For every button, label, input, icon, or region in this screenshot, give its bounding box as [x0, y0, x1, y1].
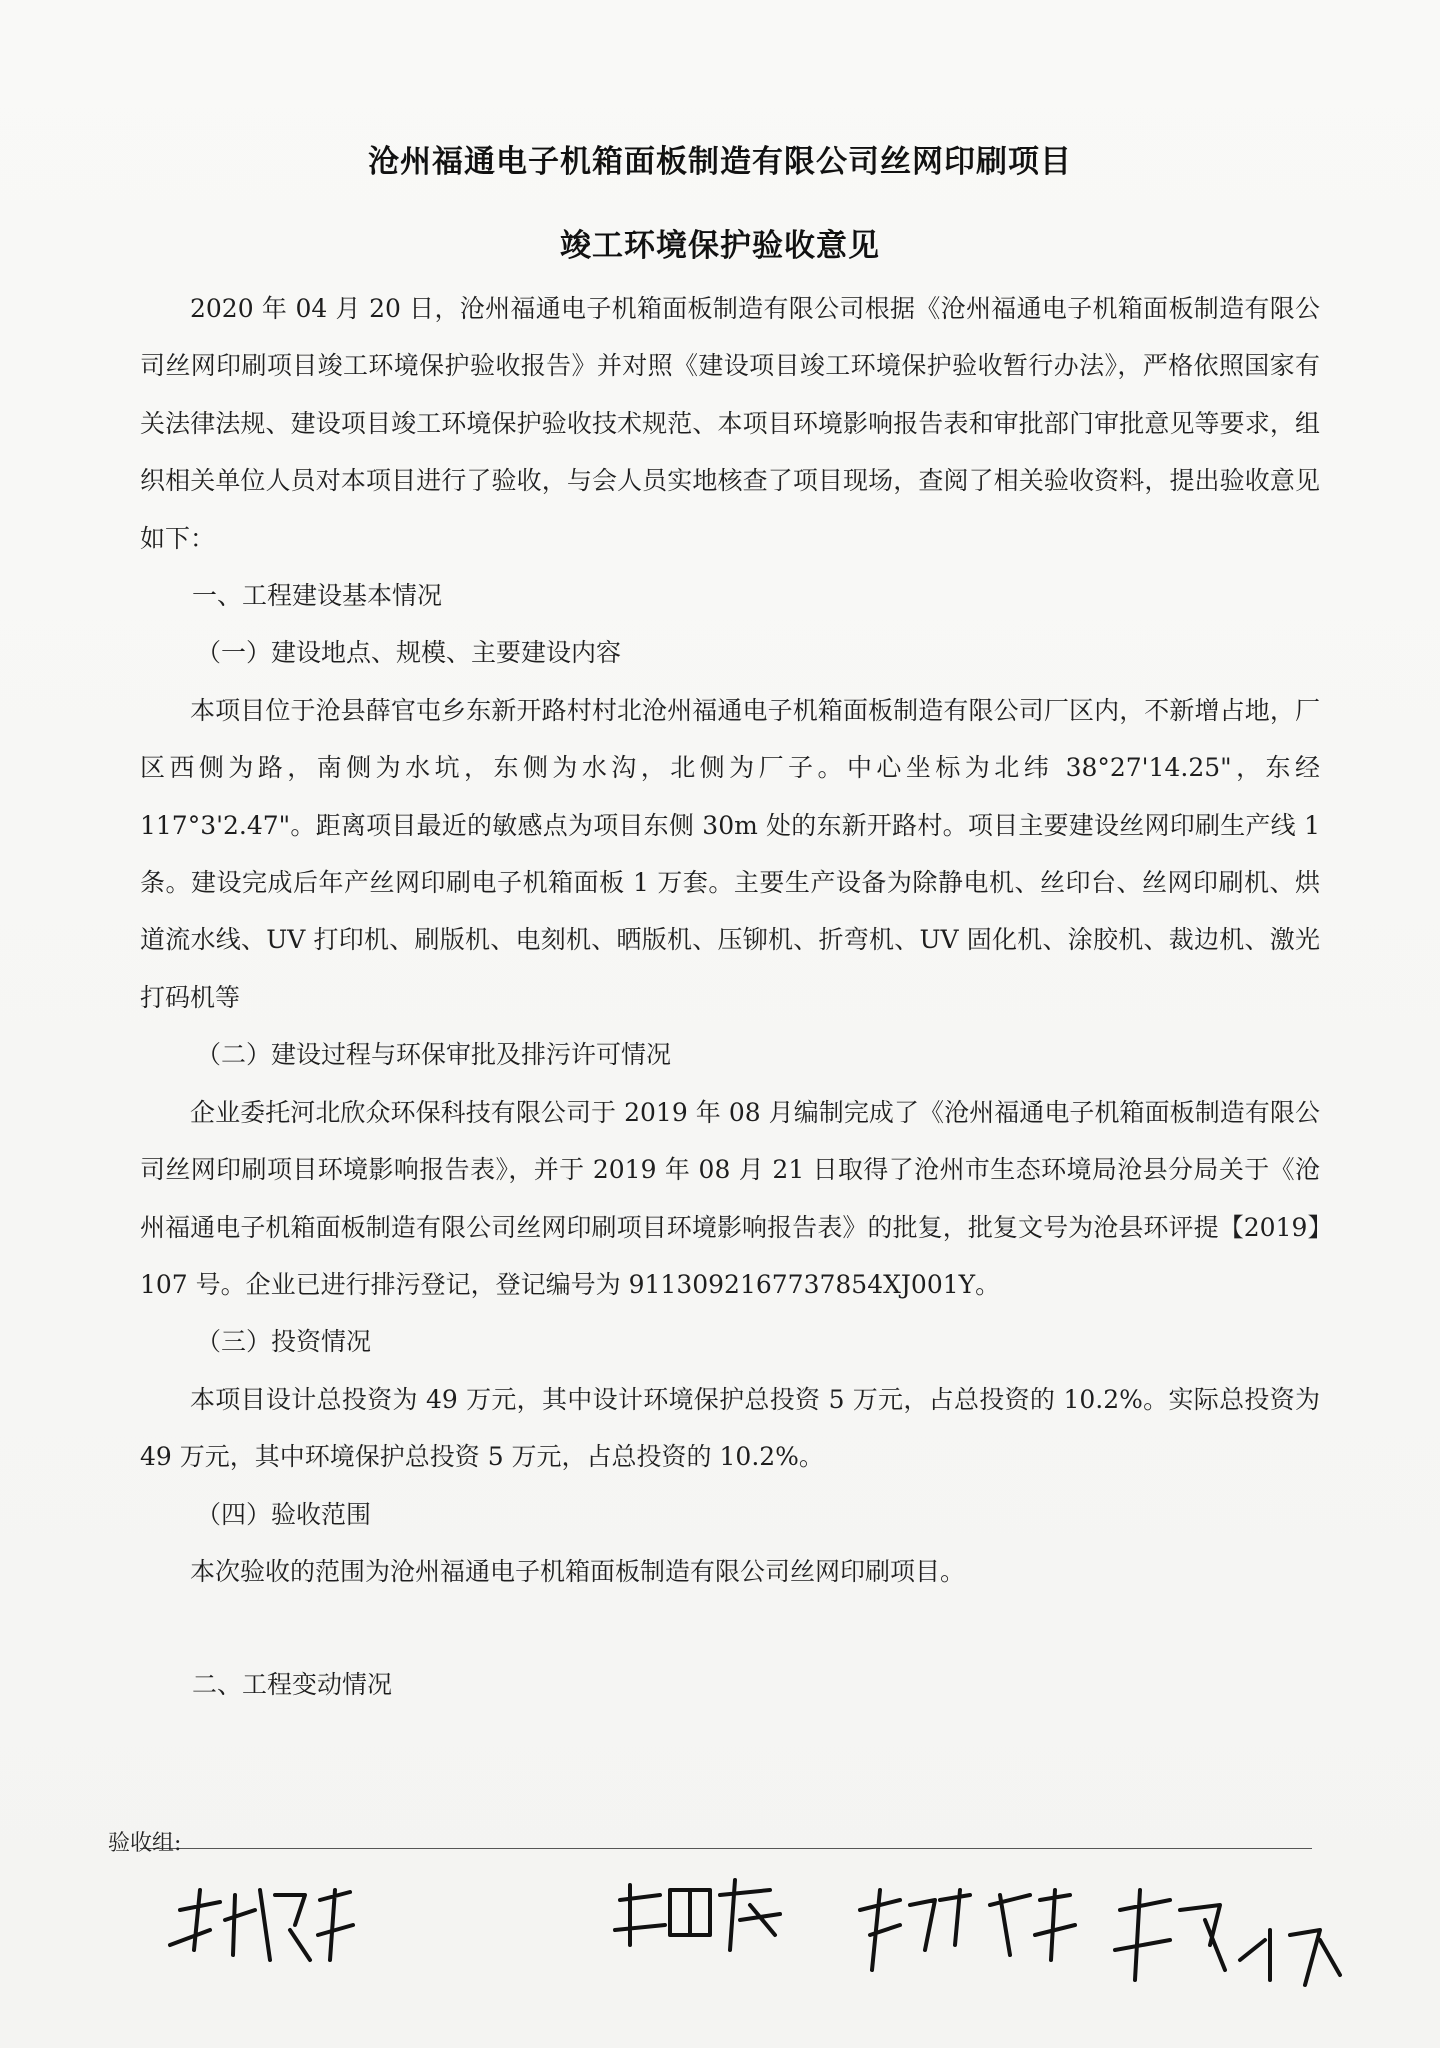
section1-heading: 一、工程建设基本情况	[192, 581, 443, 611]
signature-3	[860, 1890, 1075, 1970]
subsection4-paragraph: 本次验收的范围为沧州福通电子机箱面板制造有限公司丝网印刷项目。	[190, 1556, 966, 1586]
signature-1	[170, 1890, 353, 1960]
signature-label: 验收组:	[108, 1831, 182, 1856]
signature-4	[1115, 1890, 1340, 1985]
subsection1-paragraph: 本项目位于沧县薛官屯乡东新开路村村北沧州福通电子机箱面板制造有限公司厂区内，不新增占地，厂区西侧为路，南侧为水坑，东侧为水沟，北侧为厂子。中心坐标为北纬 38°27'14.25"，东经 117°3'2.47"。距离项目最近的敏感点为项目东侧 30m 处的东新开路村。项目主要建设丝网印刷生产线 1 条。建设完成后年产丝网印刷电子机箱面板 1 万套。主要生产设备为除静电机、丝印台、丝网印刷机、烘道流水线、UV 打印机、刷版机、电刻机、晒版机、压铆机、折弯机、UV 固化机、涂胶机、裁边机、激光打码机等	[140, 695, 1320, 1012]
document-body	[140, 280, 1320, 1714]
subsection2-heading: （二）建设过程与环保审批及排污许可情况	[196, 1040, 672, 1070]
subsection2-paragraph: 企业委托河北欣众环保科技有限公司于 2019 年 08 月编制完成了《沧州福通电子机箱面板制造有限公司丝网印刷项目环境影响报告表》，并于 2019 年 08 月 21 日取得了沧州市生态环境局沧县分局关于《沧州福通电子机箱面板制造有限公司丝网印刷项目环境影响报告表》的批复，批复文号为沧县环评提【2019】107 号。企业已进行排污登记，登记编号为 9113092167737854XJ001Y。	[140, 1097, 1320, 1299]
document-title-line1: 沧州福通电子机箱面板制造有限公司丝网印刷项目	[368, 144, 1072, 180]
handwritten-signatures	[0, 1850, 1440, 2048]
subsection1-heading: （一）建设地点、规模、主要建设内容	[196, 638, 622, 668]
section2-heading: 二、工程变动情况	[192, 1670, 393, 1700]
subsection4-heading: （四）验收范围	[196, 1499, 372, 1529]
subsection3-heading: （三）投资情况	[196, 1327, 372, 1357]
signature-2	[615, 1880, 780, 1950]
document-title-line2: 竣工环境保护验收意见	[560, 228, 880, 264]
intro-paragraph: 2020 年 04 月 20 日，沧州福通电子机箱面板制造有限公司根据《沧州福通电子机箱面板制造有限公司丝网印刷项目竣工环境保护验收报告》并对照《建设项目竣工环境保护验收暂行办法》，严格依照国家有关法律法规、建设项目竣工环境保护验收技术规范、本项目环境影响报告表和审批部门审批意见等要求，组织相关单位人员对本项目进行了验收，与会人员实地核查了项目现场，查阅了相关验收资料，提出验收意见如下：	[140, 294, 1320, 553]
subsection3-paragraph: 本项目设计总投资为 49 万元，其中设计环境保护总投资 5 万元，占总投资的 10.2%。实际总投资为 49 万元，其中环境保护总投资 5 万元，占总投资的 10.2%。	[140, 1384, 1320, 1472]
signature-rule	[140, 1848, 1312, 1849]
